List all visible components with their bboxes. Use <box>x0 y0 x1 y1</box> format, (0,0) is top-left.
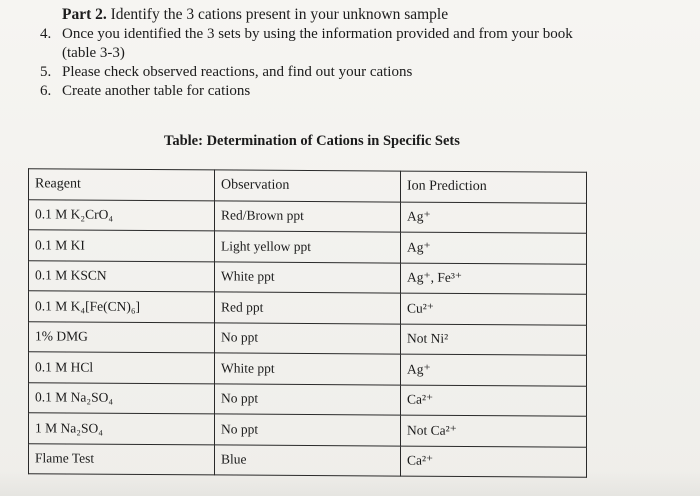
observation-cell: No ppt <box>215 414 401 446</box>
instruction-text: Once you identified the 3 sets by using the information provided and from your book <box>62 26 573 42</box>
instruction-list <box>40 25 622 101</box>
instruction-item <box>40 63 622 82</box>
cation-table <box>28 168 587 477</box>
ion-prediction-cell: Not Ca²⁺ <box>401 415 587 447</box>
reagent-cell: 0.1 M Na₂SO₄ <box>29 382 215 414</box>
ion-prediction-cell: Ag⁺ <box>401 232 587 264</box>
reagent-cell: 0.1 M KI <box>29 230 215 262</box>
instruction-number: 4. <box>40 26 52 42</box>
instruction-item <box>40 82 622 101</box>
reagent-cell: 1% DMG <box>29 321 215 353</box>
observation-cell: White ppt <box>215 353 401 385</box>
observation-cell: Red/Brown ppt <box>215 200 401 232</box>
ion-prediction-cell: Cu²⁺ <box>401 293 587 325</box>
table-title: Table: Determination of Cations in Specific Sets <box>164 133 460 149</box>
observation-cell: No ppt <box>215 383 401 415</box>
table-row <box>29 413 587 447</box>
ion-prediction-cell: Ag⁺ <box>401 202 587 234</box>
observation-cell: No ppt <box>215 322 401 354</box>
table-row <box>29 230 587 264</box>
observation-cell: White ppt <box>215 261 401 293</box>
part-heading-text: Identify the 3 cations present in your unknown sample <box>106 6 449 23</box>
table-header-row <box>29 169 587 203</box>
part-heading <box>62 6 448 24</box>
instruction-text: Create another table for cations <box>62 83 251 99</box>
observation-cell: Light yellow ppt <box>215 231 401 263</box>
table-row <box>29 291 587 325</box>
instruction-text: (table 3-3) <box>62 45 125 61</box>
ion-prediction-cell: Ca²⁺ <box>401 446 587 478</box>
instruction-text: Please check observed reactions, and find out your cations <box>62 64 413 80</box>
ion-prediction-cell: Ca²⁺ <box>401 385 587 417</box>
table-row <box>29 382 587 416</box>
table-row <box>29 199 587 233</box>
reagent-cell: 1 M Na₂SO₄ <box>29 413 215 445</box>
observation-cell: Blue <box>215 444 401 476</box>
reagent-cell: 0.1 M HCl <box>29 352 215 384</box>
ion-prediction-cell: Ag⁺ <box>401 354 587 386</box>
header-reagent: Reagent <box>29 169 215 201</box>
page-shadow <box>0 470 700 496</box>
instruction-number: 5. <box>40 64 52 80</box>
instruction-item <box>40 44 622 63</box>
reagent-cell: Flame Test <box>29 443 215 475</box>
table-row <box>29 260 587 294</box>
table-row <box>29 352 587 386</box>
instruction-number: 6. <box>40 83 52 99</box>
part-label: Part 2. <box>62 6 107 23</box>
reagent-cell: 0.1 M K₂CrO₄ <box>29 199 215 231</box>
table-row <box>29 321 587 355</box>
reagent-cell: 0.1 M K₄[Fe(CN)₆] <box>29 291 215 323</box>
header-ion-prediction: Ion Prediction <box>401 171 587 203</box>
header-observation: Observation <box>215 170 401 202</box>
reagent-cell: 0.1 M KSCN <box>29 260 215 292</box>
ion-prediction-cell: Ag⁺, Fe³⁺ <box>401 263 587 295</box>
ion-prediction-cell: Not Ni² <box>401 324 587 356</box>
instruction-item <box>40 25 622 44</box>
observation-cell: Red ppt <box>215 292 401 324</box>
